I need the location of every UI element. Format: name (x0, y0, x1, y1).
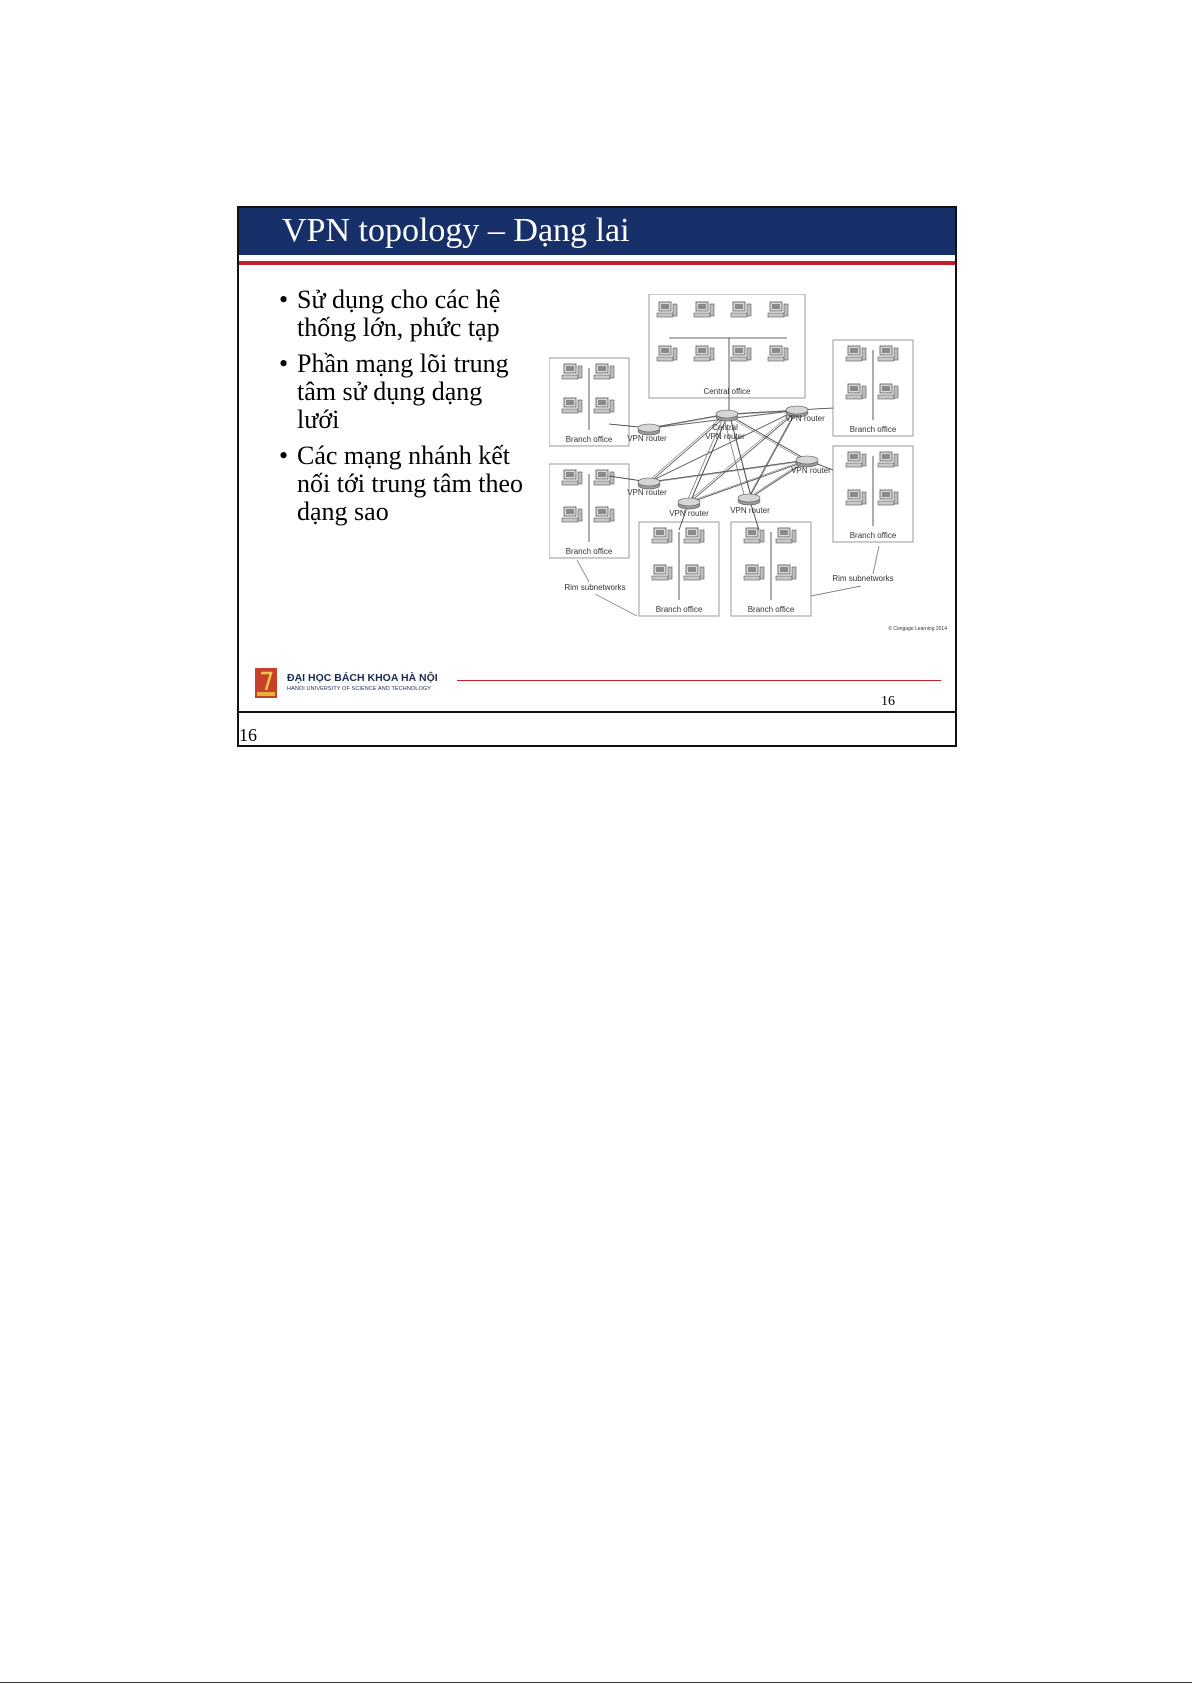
vpn-router-label: VPN router (627, 434, 667, 443)
central-router-label: Central VPN router (705, 423, 745, 441)
central-office-label: Central office (703, 387, 751, 396)
vpn-router-label: VPN router (627, 488, 667, 497)
computer-icon (846, 346, 866, 361)
title-underline (239, 261, 955, 265)
arrow (595, 594, 637, 616)
bullet-item: • Sử dụng cho các hệ thống lớn, phức tạp (279, 285, 501, 342)
bullet-text: Phần mạng lõi trung tâm sử dụng dạng lưới (297, 349, 509, 434)
computer-icon (652, 528, 672, 543)
branch-office-box (833, 340, 913, 436)
computer-icon (768, 346, 788, 361)
computer-icon (562, 398, 582, 413)
computer-icon (594, 470, 614, 485)
computer-icon (776, 565, 796, 580)
computer-icon (684, 565, 704, 580)
bullet-text: Các mạng nhánh kết nối tới trung tâm theo dạng sao (297, 441, 524, 526)
vpn-router-label: VPN router (730, 506, 770, 515)
branch-office-box (833, 446, 913, 542)
vpn-router-icon (716, 410, 738, 421)
vpn-router-label: VPN router (791, 466, 831, 475)
arrow (811, 586, 861, 596)
computer-icon (878, 384, 898, 399)
computer-icon (846, 490, 866, 505)
bullet-list (277, 286, 527, 534)
computer-icon (694, 302, 714, 317)
computer-icon (657, 346, 677, 361)
arrow (577, 560, 589, 582)
computer-icon (594, 507, 614, 522)
vpn-router-label: VPN router (669, 509, 709, 518)
bullet-text: Sử dụng cho các hệ thống lớn, phức tạp (297, 285, 501, 342)
university-name: ĐẠI HỌC BÁCH KHOA HÀ NỘI (287, 672, 438, 684)
slide-bottom-border (239, 711, 955, 713)
vpn-router-icon (738, 494, 760, 505)
slide (239, 208, 955, 711)
computer-icon (731, 302, 751, 317)
arrow (873, 546, 879, 574)
computer-icon (562, 364, 582, 379)
branch-office-label: Branch office (849, 425, 897, 434)
rim-subnetworks-label: Rim subnetworks (564, 583, 626, 592)
computer-icon (744, 528, 764, 543)
vpn-link (748, 411, 796, 499)
branch-office-label: Branch office (849, 531, 897, 540)
computer-icon (878, 452, 898, 467)
university-name-english: HANOI UNIVERSITY OF SCIENCE AND TECHNOLOGY (287, 686, 431, 692)
copyright-label: © Cengage Learning 2014 (888, 626, 947, 632)
branch-office-label: Branch office (565, 435, 613, 444)
page-bottom-rule (0, 1682, 1192, 1683)
rim-subnetworks-label: Rim subnetworks (832, 574, 894, 583)
computer-icon (562, 470, 582, 485)
computer-icon (878, 346, 898, 361)
branch-office-box (731, 522, 811, 616)
computer-icon (684, 528, 704, 543)
slide-number: 16 (881, 694, 895, 709)
computer-icon (594, 364, 614, 379)
computer-icon (744, 565, 764, 580)
vpn-router-label: VPN router (785, 414, 825, 423)
computer-icon (594, 398, 614, 413)
vpn-link (648, 461, 806, 483)
footer-divider (457, 680, 941, 681)
computer-icon (657, 302, 677, 317)
bullet-item: • Phần mạng lõi trung tâm sử dụng dạng lưới (279, 349, 509, 434)
page-number: 16 (239, 725, 257, 745)
university-logo (255, 668, 277, 698)
computer-icon (731, 346, 751, 361)
slide-title: VPN topology – Dạng lai (282, 212, 630, 249)
computer-icon (846, 384, 866, 399)
title-bar (239, 208, 955, 255)
computer-icon (768, 302, 788, 317)
computer-icon (694, 346, 714, 361)
branch-office-label: Branch office (747, 605, 795, 614)
branch-office-box (549, 464, 629, 558)
branch-office-label: Branch office (565, 547, 613, 556)
computer-icon (776, 528, 796, 543)
branch-office-box (549, 358, 629, 446)
computer-icon (878, 490, 898, 505)
branch-office-label: Branch office (655, 605, 703, 614)
bullet-item: • Các mạng nhánh kết nối tới trung tâm theo dạng sao (279, 441, 524, 526)
computer-icon (652, 565, 672, 580)
slide-frame (237, 206, 957, 747)
vpn-router-icon (678, 498, 700, 509)
computer-icon (846, 452, 866, 467)
vpn-hybrid-topology-diagram (549, 294, 949, 656)
computer-icon (562, 507, 582, 522)
branch-office-box (639, 522, 719, 616)
vpn-link (749, 410, 797, 498)
